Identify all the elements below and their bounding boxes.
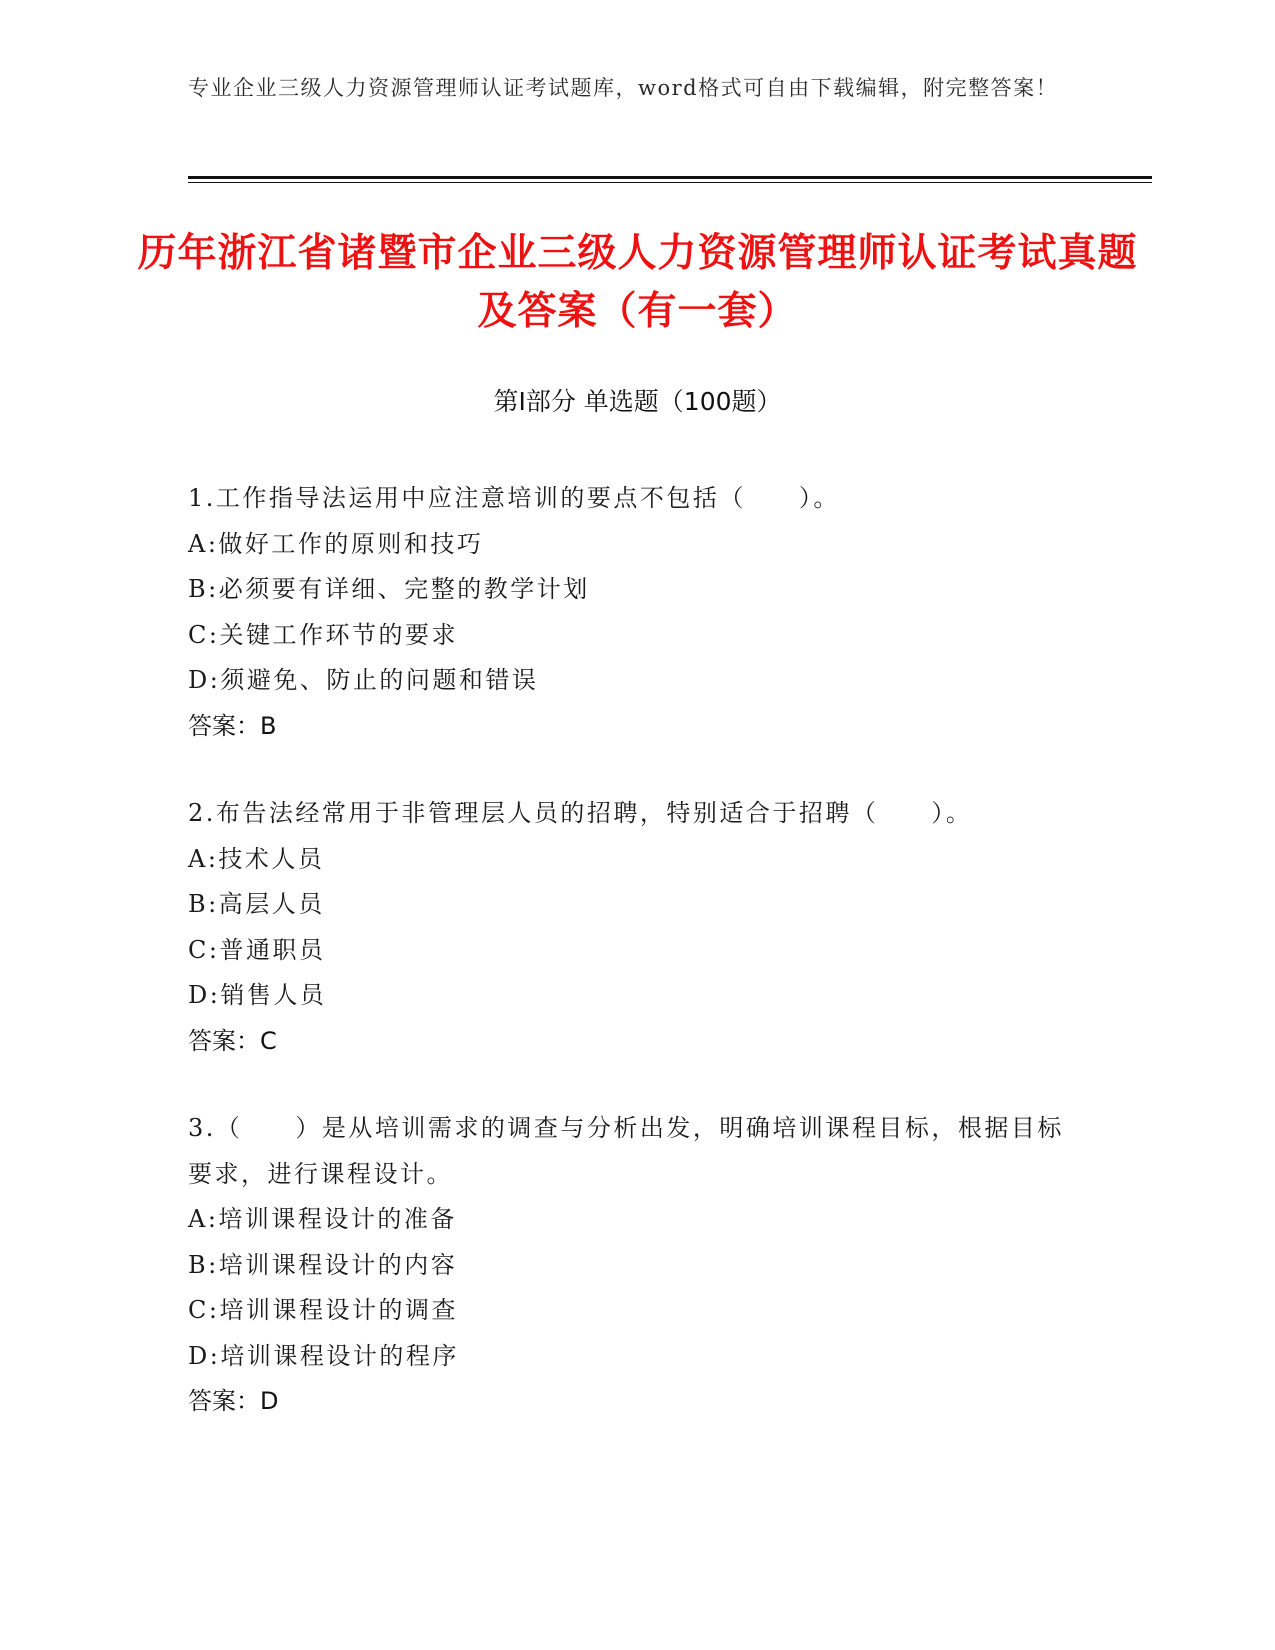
option-c: C:关键工作环节的要求 — [188, 620, 458, 649]
option-b: B:高层人员 — [188, 890, 325, 918]
answer: 答案：D — [188, 1387, 279, 1415]
option-d: D:培训课程设计的程序 — [188, 1341, 459, 1370]
option-c: C:普通职员 — [188, 935, 326, 964]
header-rule-thick — [188, 176, 1152, 179]
option-a: A:技术人员 — [188, 844, 325, 873]
question-stem: 1.工作指导法运用中应注意培训的要点不包括（ ）。 — [188, 484, 840, 512]
question-stem: 3.（ ）是从培训需求的调查与分析出发，明确培训课程目标，根据目标要求，进行课程设计。 — [188, 1114, 1064, 1188]
question-list — [188, 476, 1088, 1467]
option-d: D:销售人员 — [188, 981, 327, 1009]
option-a: A:做好工作的原则和技巧 — [188, 529, 484, 558]
question-1 — [188, 476, 1088, 749]
option-b: B:培训课程设计的内容 — [188, 1250, 458, 1279]
header-rule-thin — [188, 182, 1152, 183]
question-2 — [188, 791, 1088, 1064]
question-3 — [188, 1106, 1088, 1425]
option-c: C:培训课程设计的调查 — [188, 1296, 458, 1324]
answer: 答案：C — [188, 1026, 277, 1055]
question-stem: 2.布告法经常用于非管理层人员的招聘，特别适合于招聘（ ）。 — [188, 799, 973, 827]
header-note: 专业企业三级人力资源管理师认证考试题库，word格式可自由下载编辑，附完整答案！ — [188, 76, 1059, 100]
option-b: B:必须要有详细、完整的教学计划 — [188, 575, 590, 603]
option-a: A:培训课程设计的准备 — [188, 1205, 457, 1233]
answer: 答案：B — [188, 711, 277, 740]
option-d: D:须避免、防止的问题和错误 — [188, 666, 539, 694]
document-title: 历年浙江省诸暨市企业三级人力资源管理师认证考试真题及答案（有一套） — [137, 231, 1138, 334]
section-heading: 第Ⅰ部分 单选题（100题） — [493, 387, 782, 416]
